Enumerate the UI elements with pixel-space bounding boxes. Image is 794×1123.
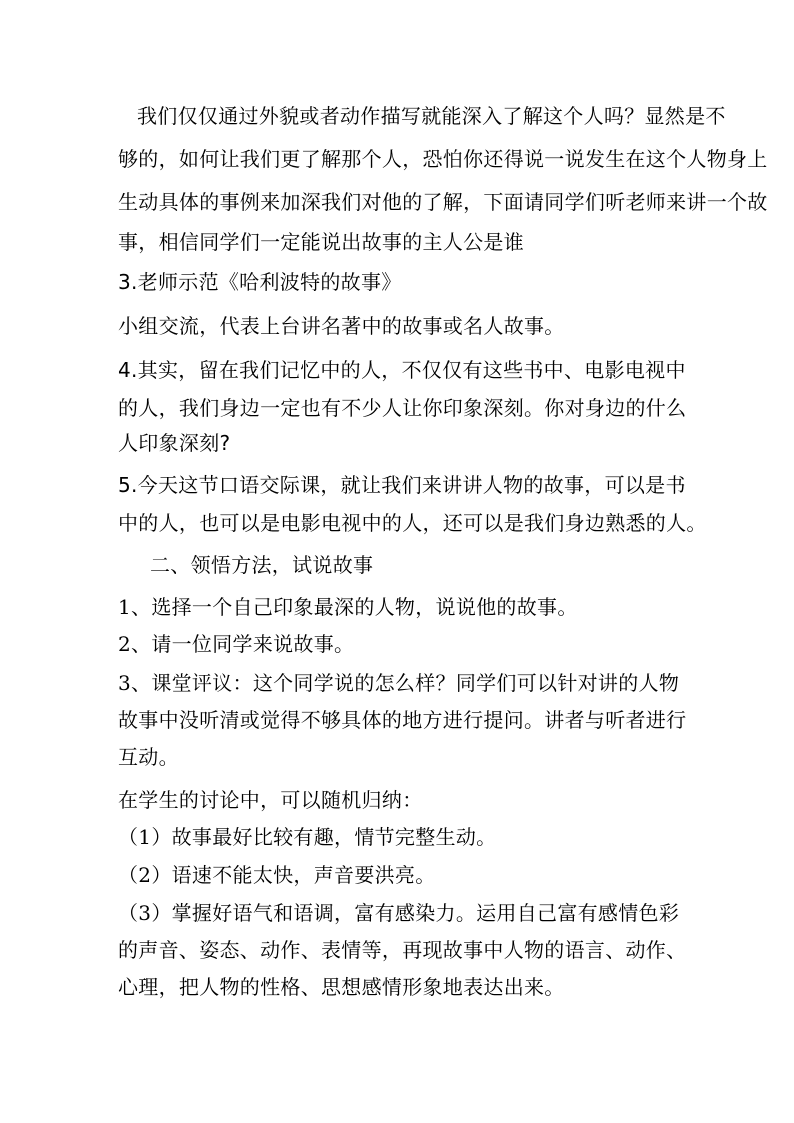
- intro-line-3: 生动具体的事例来加深我们对他的了解，下面请同学们听老师来讲一个故: [118, 190, 768, 214]
- intro-line-4: 事，相信同学们一定能说出故事的主人公是谁: [118, 230, 524, 254]
- item-4-line-2: 的人，我们身边一定也有不少人让你印象深刻。你对身边的什么: [118, 396, 687, 420]
- item-5-line-2: 中的人，也可以是电影电视中的人，还可以是我们身边熟悉的人。: [118, 511, 707, 535]
- section-2-heading: 二、领悟方法，试说故事: [150, 553, 374, 577]
- item-3-demo: 3.老师示范《哈利波特的故事》: [118, 270, 402, 294]
- step-1: 1、选择一个自己印象最深的人物，说说他的故事。: [118, 595, 578, 619]
- point-3-line-1: （3）掌握好语气和语调，富有感染力。运用自己富有感情色彩: [118, 901, 680, 925]
- intro-line-1: 我们仅仅通过外貌或者动作描写就能深入了解这个人吗？显然是不: [137, 104, 726, 128]
- intro-line-2: 够的，如何让我们更了解那个人，恐怕你还得说一说发生在这个人物身上: [118, 147, 768, 171]
- group-discussion: 小组交流，代表上台讲名著中的故事或名人故事。: [118, 314, 565, 338]
- step-3-line-1: 3、课堂评议：这个同学说的怎么样？同学们可以针对讲的人物: [118, 671, 680, 695]
- item-4-line-1: 4.其实，留在我们记忆中的人，不仅仅有这些书中、电影电视中: [118, 358, 686, 382]
- point-3-line-2: 的声音、姿态、动作、表情等，再现故事中人物的语言、动作、: [118, 938, 687, 962]
- summary-intro: 在学生的讨论中，可以随机归纳：: [118, 788, 423, 812]
- point-1: （1）故事最好比较有趣，情节完整生动。: [118, 825, 497, 849]
- step-3-line-2: 故事中没听清或觉得不够具体的地方进行提问。讲者与听者进行: [118, 708, 687, 732]
- point-2: （2）语速不能太快，声音要洪亮。: [118, 863, 436, 887]
- point-3-line-3: 心理，把人物的性格、思想感情形象地表达出来。: [118, 975, 565, 999]
- item-4-line-3: 人印象深刻?: [118, 431, 231, 455]
- step-3-line-3: 互动。: [118, 745, 179, 769]
- step-2: 2、请一位同学来说故事。: [118, 632, 355, 656]
- item-5-line-1: 5.今天这节口语交际课，就让我们来讲讲人物的故事，可以是书: [118, 473, 686, 497]
